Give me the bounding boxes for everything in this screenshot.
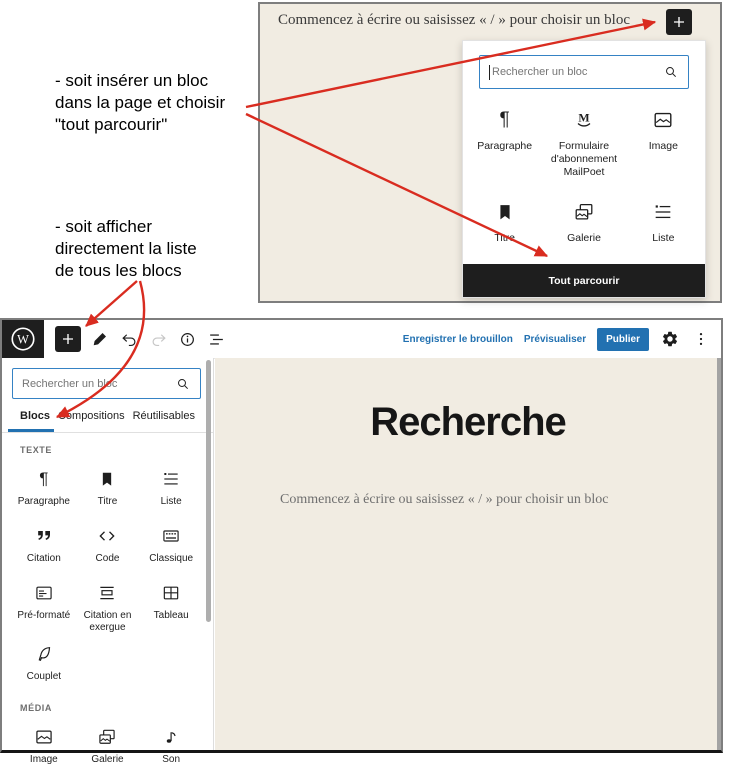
plus-icon [60,331,76,347]
block-item-list[interactable]: Liste [139,459,203,516]
block-item-heading[interactable]: Titre [465,187,544,279]
add-block-button[interactable] [666,9,692,35]
editor-canvas[interactable] [215,358,721,750]
mailpoet-icon [573,109,595,131]
text-caret [489,65,490,80]
list-icon [161,469,181,489]
editor-screenshot [0,318,723,765]
more-options-button[interactable] [691,329,711,349]
undo-button[interactable] [119,329,139,349]
sidebar-scrollbar[interactable] [206,360,211,622]
block-item-verse[interactable]: Couplet [12,634,76,691]
preview-button[interactable]: Prévisualiser [523,333,587,345]
paragraph-icon: ¶ [39,469,49,488]
section-title-text: TEXTE [20,445,53,455]
gallery-icon [573,201,595,223]
paragraph-icon: ¶ [499,109,510,130]
gear-icon [661,330,679,348]
edit-mode-button[interactable] [90,329,110,349]
block-item-gallery[interactable]: Galerie [544,187,623,279]
info-icon [178,330,197,349]
editor-toolbar [55,320,226,358]
wordpress-icon [8,324,38,354]
tab-patterns[interactable]: Compositions [57,409,125,422]
block-item-quote[interactable]: Citation [12,516,76,573]
annotation-line: de tous les blocs [55,261,182,280]
list-icon [652,201,674,223]
canvas-scrollbar[interactable] [717,358,721,750]
block-item-list[interactable]: Liste [624,187,703,279]
annotation-insert-block [55,70,255,136]
save-draft-button[interactable]: Enregistrer le brouillon [402,333,513,345]
annotation-line: - soit insérer un bloc [55,71,209,90]
post-title[interactable]: Recherche [370,400,566,444]
empty-block-placeholder[interactable]: Commencez à écrire ou saisissez « / » pour choisir un bloc [280,492,609,507]
tab-reusable[interactable]: Réutilisables [132,409,195,422]
preformatted-icon [34,583,54,603]
block-item-classic[interactable]: Classique [139,516,203,573]
search-icon [175,376,191,392]
quote-icon [34,526,54,546]
active-tab-underline [8,429,54,432]
details-button[interactable] [177,329,197,349]
block-item-image[interactable]: Image [624,95,703,187]
section-title-text: MÉDIA [20,703,52,713]
block-item-image[interactable]: Image [12,717,76,774]
editor-topbar [2,320,721,359]
image-icon [652,109,674,131]
image-icon [34,727,54,747]
annotation-line: directement la liste [55,239,197,258]
audio-note-icon [161,727,181,747]
redo-button[interactable] [148,329,168,349]
block-library-sidebar [2,358,214,765]
block-inserter-screenshot [258,2,722,303]
settings-button[interactable] [660,329,680,349]
table-icon [161,583,181,603]
search-placeholder: Rechercher un bloc [492,66,588,78]
pullquote-icon [97,583,117,603]
block-item-gallery[interactable]: Galerie [76,717,140,774]
undo-icon [120,330,139,349]
list-view-button[interactable] [206,329,226,349]
heading-icon [97,469,117,489]
plus-icon [671,14,687,30]
publish-button[interactable]: Publier [597,328,649,351]
kebab-menu-icon [692,330,710,348]
text-blocks-grid [2,455,213,691]
toolbar-inserter-button[interactable] [55,326,81,352]
annotation-line: - soit afficher [55,217,153,236]
tab-blocks[interactable]: Blocs [20,409,50,422]
browse-all-button[interactable]: Tout parcourir [463,264,705,297]
sidebar-search-input[interactable] [12,368,201,399]
block-placeholder-text: Commencez à écrire ou saisissez « / » pour choisir un bloc [278,12,630,28]
block-item-audio[interactable]: Son [139,717,203,774]
quick-inserter-grid [463,95,705,279]
annotation-line: dans la page et choisir [55,93,226,112]
block-item-heading[interactable]: Titre [76,459,140,516]
annotation-line: "tout parcourir" [55,115,168,134]
verse-feather-icon [34,644,54,664]
sidebar-tabs [2,399,213,433]
block-item-code[interactable]: Code [76,516,140,573]
block-item-table[interactable]: Tableau [139,573,203,634]
wordpress-logo[interactable] [2,320,44,358]
media-blocks-grid [2,713,213,774]
gallery-icon [97,727,117,747]
editor-actions [403,320,711,358]
block-item-mailpoet-form[interactable]: Formulaire d'abonnement MailPoet [544,95,623,187]
search-icon [663,64,679,80]
search-placeholder: Rechercher un bloc [22,377,118,390]
quick-inserter-popup [462,40,706,298]
block-item-paragraph[interactable]: ¶ Paragraphe [17,469,70,507]
heading-icon [494,201,516,223]
redo-icon [149,330,168,349]
list-view-icon [207,330,226,349]
pencil-icon [91,330,109,348]
block-item-pullquote[interactable]: Citation en exergue [76,573,140,634]
code-icon [97,526,117,546]
annotation-show-list [55,216,255,282]
popup-search-input[interactable] [479,55,689,89]
block-item-paragraph[interactable]: ¶ Paragraphe [477,109,533,152]
block-item-preformatted[interactable]: Pré-formaté [12,573,76,634]
classic-editor-icon [161,526,181,546]
